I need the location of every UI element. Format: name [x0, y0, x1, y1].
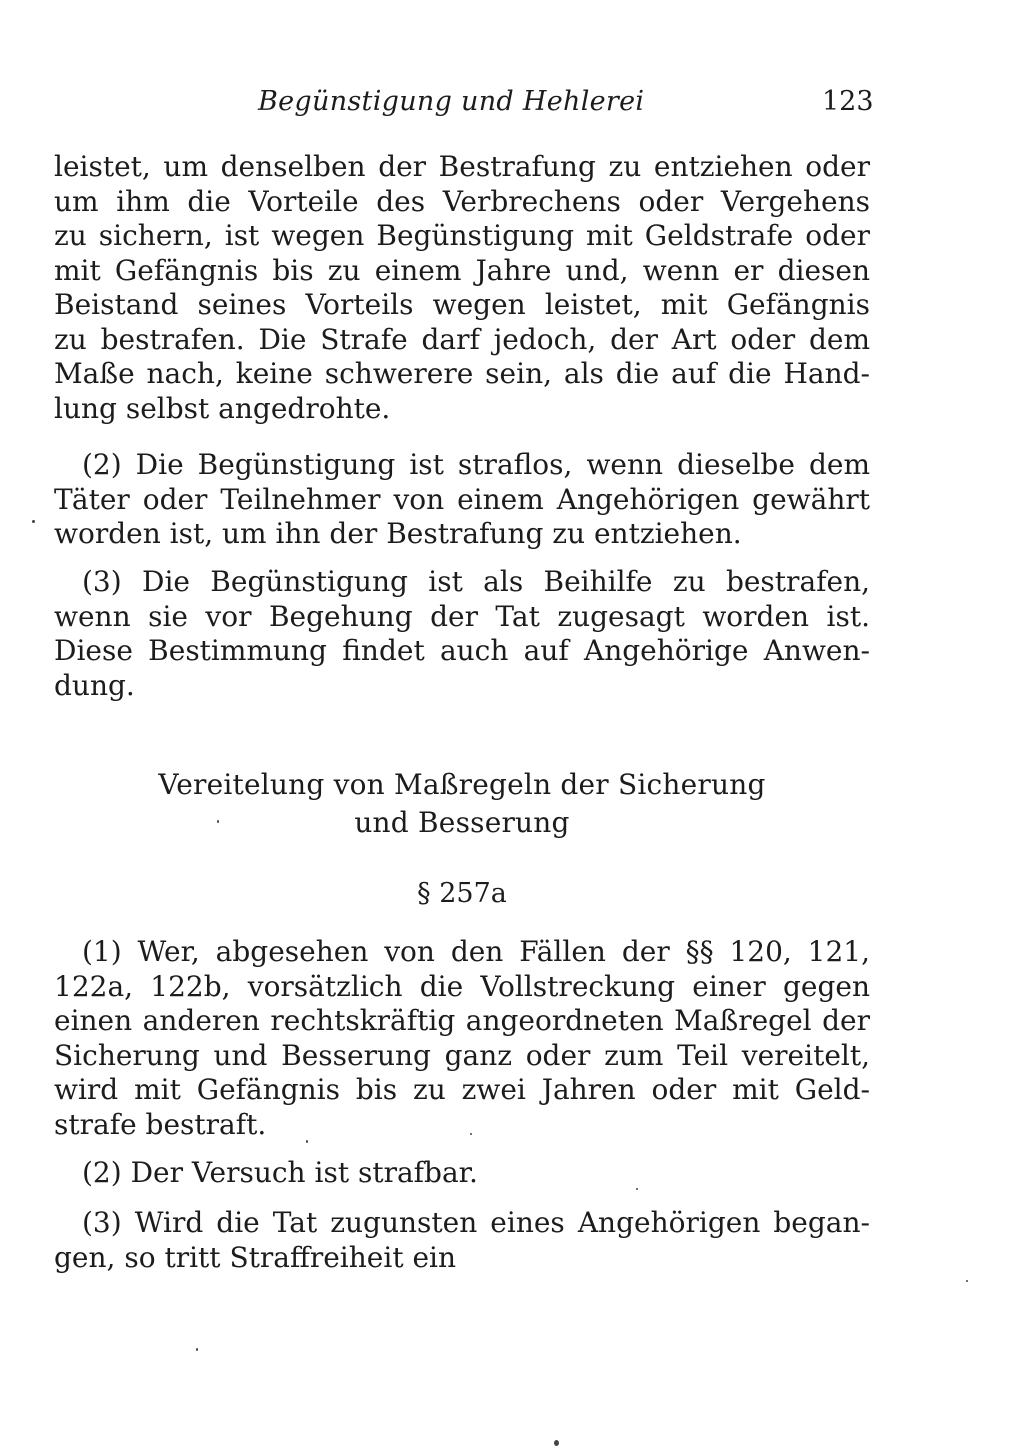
- text-line: dung.: [54, 668, 135, 702]
- text-line: (2) Der Versuch ist strafbar.: [82, 1156, 478, 1189]
- section-257a-paragraph-1: [54, 935, 870, 1142]
- paragraph-2: [54, 448, 870, 552]
- text-line: Maße nach, keine schwerere sein, als die auf die Hand-: [54, 357, 870, 390]
- text-line: um ihm die Vorteile des Verbrechens oder Vergehens: [54, 184, 870, 218]
- text-line: 122a, 122b, vorsätzlich die Vollstreckung einer gegen: [54, 969, 870, 1003]
- paragraph-number: § 257a: [417, 878, 507, 909]
- text-line: Sicherung und Besserung ganz oder zum Teil vereitelt,: [54, 1038, 870, 1072]
- scan-speck: [554, 1440, 559, 1446]
- text-line: zu bestrafen. Die Strafe darf jedoch, der Art oder dem: [54, 322, 870, 356]
- section-heading-line-2: und Besserung: [354, 806, 570, 839]
- text-line: wenn sie vor Begehung der Tat zugesagt worden ist.: [54, 599, 870, 633]
- text-line: (2) Die Begünstigung ist straflos, wenn dieselbe dem: [82, 448, 870, 481]
- text-line: mit Gefängnis bis zu einem Jahre und, wenn er diesen: [54, 253, 870, 287]
- text-line: lung selbst angedrohte.: [54, 391, 391, 425]
- paragraph-continuation: [54, 150, 870, 426]
- text-line: Diese Bestimmung findet auch auf Angehörige Anwen-: [54, 634, 870, 667]
- scan-speck: [966, 1280, 968, 1282]
- text-line: leistet, um denselben der Bestrafung zu entziehen oder: [54, 150, 870, 183]
- section-257a-paragraph-3: [54, 1206, 870, 1275]
- page-number: 123: [822, 86, 874, 117]
- text-line: (3) Wird die Tat zugunsten eines Angehörigen began-: [82, 1206, 870, 1239]
- scan-speck: [217, 820, 219, 823]
- scan-speck: [636, 1188, 638, 1190]
- text-line: Beistand seines Vorteils wegen leistet, mit Gefängnis: [54, 288, 870, 321]
- section-257a-paragraph-2: [54, 1156, 870, 1191]
- text-line: (3) Die Begünstigung ist als Beihilfe zu bestrafen,: [82, 565, 870, 598]
- scan-speck: [196, 1348, 198, 1351]
- text-line: gen, so tritt Straffreiheit ein: [54, 1240, 457, 1274]
- scan-speck: [470, 1133, 472, 1135]
- text-line: worden ist, um ihn der Bestrafung zu entziehen.: [54, 517, 742, 550]
- text-line: (1) Wer, abgesehen von den Fällen der §§ 120, 121,: [82, 935, 870, 968]
- text-line: zu sichern, ist wegen Begünstigung mit Geldstrafe oder: [54, 219, 870, 252]
- scan-speck: [32, 520, 35, 523]
- text-line: Täter oder Teilnehmer von einem Angehörigen gewährt: [54, 482, 870, 516]
- paragraph-3: [54, 565, 870, 703]
- text-line: einen anderen rechtskräftig angeordneten Maßregel der: [54, 1004, 870, 1037]
- section-heading-line-1: Vereitelung von Maßregeln der Sicherung: [158, 768, 766, 801]
- running-header-title: Begünstigung und Hehlerei: [258, 86, 645, 117]
- scan-speck: [306, 1140, 308, 1143]
- text-line: wird mit Gefängnis bis zu zwei Jahren oder mit Geld-: [54, 1073, 870, 1106]
- text-line: strafe bestraft.: [54, 1107, 267, 1141]
